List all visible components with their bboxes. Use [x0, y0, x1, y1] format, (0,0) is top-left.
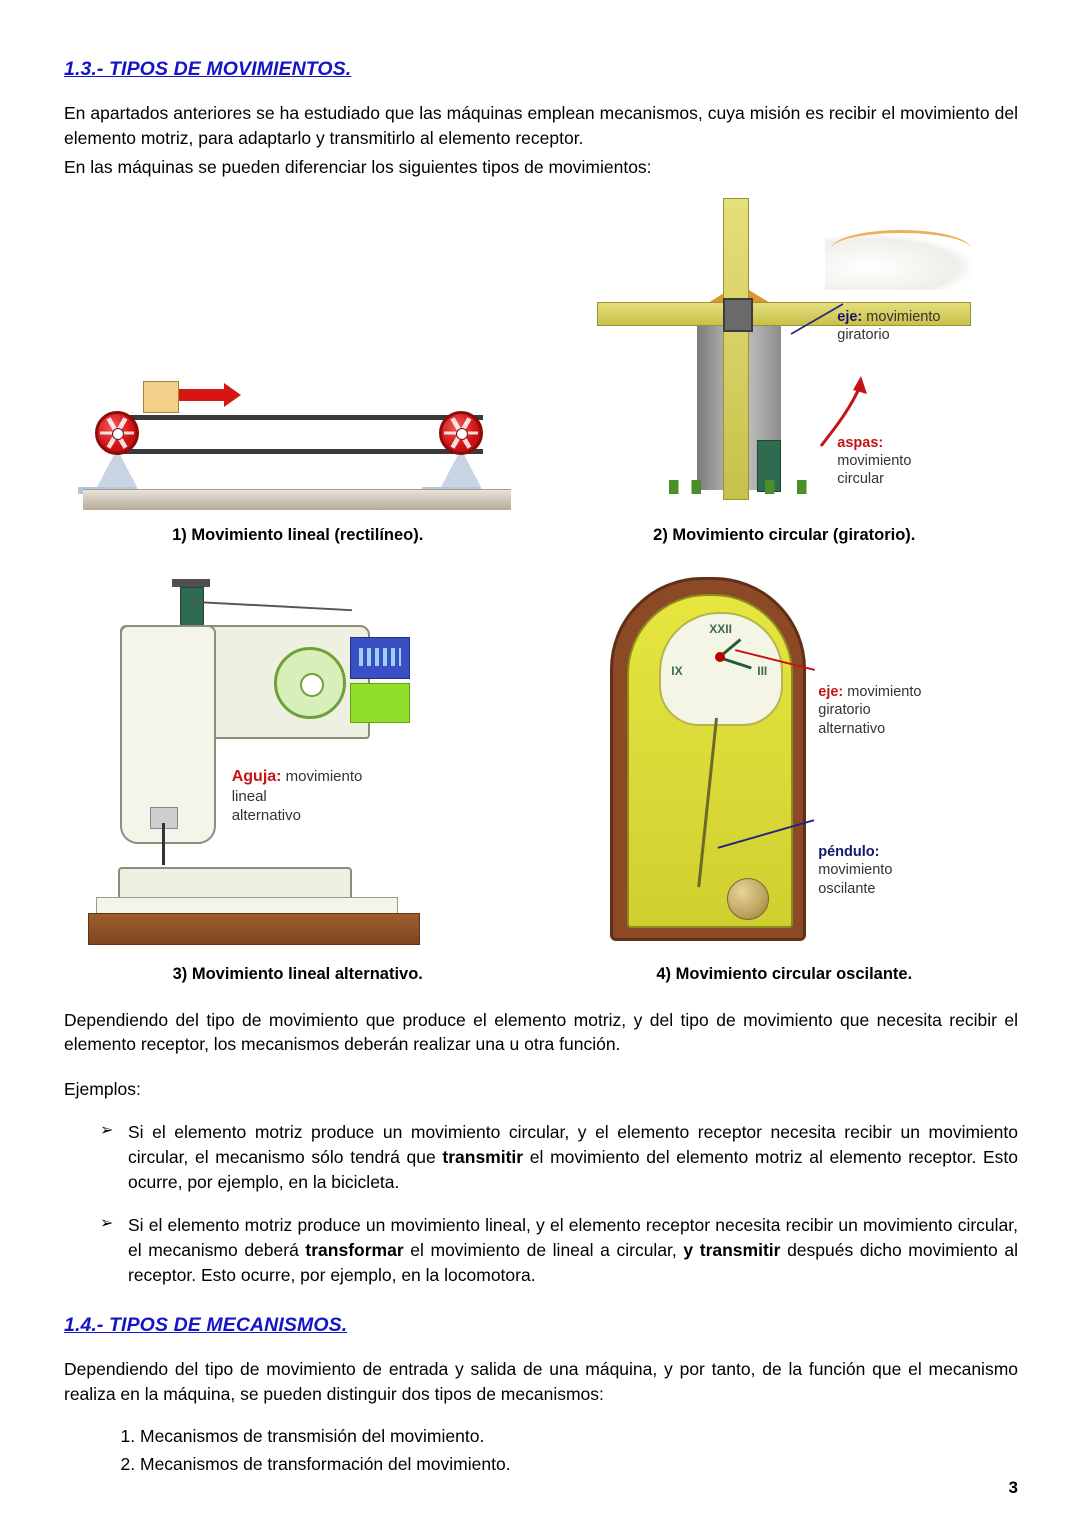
figure-row-bottom: [64, 571, 1018, 984]
windmill-illustration: [589, 202, 979, 512]
ground-surface: [83, 489, 511, 510]
section-heading-1-3: 1.3.- TIPOS DE MOVIMIENTOS.: [64, 58, 352, 80]
list-item: 1. Mecanismos de transmisión del movimiento.: [140, 1423, 1018, 1449]
clock-inner-panel: [627, 594, 793, 928]
page-number: 3: [1008, 1478, 1018, 1497]
clock-face: [659, 612, 783, 726]
intro-paragraph-2: En las máquinas se pueden diferenciar los siguientes tipos de movimientos:: [64, 156, 652, 177]
conveyor-package: [143, 381, 179, 413]
bullet-arrow-icon: ➢: [100, 1215, 114, 1233]
belt-bottom: [111, 449, 483, 454]
bullet-text-part2: el movimiento del elemento motriz al elemento receptor. Esto ocurre, por ejemplo, en la bicicleta.: [128, 1147, 1019, 1193]
bullet-text-part1: Si el elemento motriz produce un movimiento circular, y el elemento receptor necesita recibir un movimiento circular, el mecanismo sólo tendrá que: [128, 1122, 1018, 1168]
mechanisms-list: [64, 1423, 1018, 1478]
needle: [162, 823, 165, 865]
windmill-blade-vertical: [723, 198, 749, 500]
figure-row-top: [64, 202, 1018, 545]
belt-pulley-left: [95, 411, 139, 455]
bullet-bold-transmitir: transmitir: [442, 1147, 524, 1168]
belt-stand-left: [96, 449, 138, 489]
bullet-text-part2: el movimiento de lineal a circular,: [403, 1240, 684, 1261]
pendulum-rod: [698, 717, 719, 886]
dependency-paragraph: Dependiendo del tipo de movimiento que produce el elemento motriz, y del tipo de movimiento que necesita recibir el elemento receptor, los mecanismos deberán realizar una u otra función.: [64, 1009, 1018, 1055]
bullet-bold-transmitir: y transmitir: [683, 1240, 781, 1261]
needle-label-line2: lineal: [231, 788, 267, 805]
wooden-table: [88, 913, 420, 945]
needle-label-line1: movimiento: [285, 767, 363, 785]
after-figures-block: [64, 1008, 1018, 1289]
pendulum-clock-figure: [551, 571, 1018, 984]
examples-label: Ejemplos:: [64, 1079, 141, 1100]
blades-label-title: aspas:: [837, 434, 884, 451]
bullet-text-part3: después dicho movimiento al receptor. Esto ocurre, por ejemplo, en la locomotora.: [128, 1240, 1018, 1286]
belt-stand-right: [440, 449, 482, 489]
axis-label-line1: movimiento: [847, 683, 922, 700]
list-item: [64, 1120, 1018, 1195]
figure-caption: 2) Movimiento circular (giratorio).: [653, 525, 916, 544]
sewing-machine-illustration: [88, 571, 508, 951]
blades-label-line2: circular: [837, 470, 884, 487]
axis-label-title: eje:: [837, 308, 863, 325]
figure-caption: 4) Movimiento circular oscilante.: [656, 964, 913, 983]
needle-label-title: Aguja:: [231, 767, 282, 785]
pendulum-label-title: péndulo:: [818, 843, 880, 860]
pulley-spokes-icon: [100, 416, 134, 450]
clock-numeral-left: IX: [671, 663, 683, 678]
conveyor-belt-illustration: [83, 337, 513, 512]
pendulum-clock-illustration: [584, 571, 984, 951]
pendulum-label-line1: movimiento: [818, 862, 893, 879]
conveyor-belt-figure: [64, 337, 531, 545]
mechanisms-paragraph: Dependiendo del tipo de movimiento de entrada y salida de una máquina, y por tanto, de la función que el mecanismo realiza en la máquina, se pueden distinguir dos tipos de mecanismos:: [64, 1359, 1018, 1404]
blue-panel: [350, 637, 410, 679]
windmill-figure: [551, 202, 1018, 545]
belt-pulley-right: [439, 411, 483, 455]
windmill-axis-label: [837, 308, 940, 344]
sewing-machine-figure: [64, 571, 531, 984]
clock-pivot: [715, 652, 725, 662]
section-heading-1-4: 1.4.- TIPOS DE MECANISMOS.: [64, 1314, 348, 1337]
needle-motion-label: [232, 767, 363, 826]
pendulum-label-line2: oscilante: [818, 880, 876, 897]
belt-top: [111, 415, 483, 420]
figure-caption: 3) Movimiento lineal alternativo.: [172, 964, 423, 983]
green-panel: [350, 683, 410, 723]
windmill-hub: [723, 298, 753, 332]
clock-case: [610, 577, 806, 941]
clock-numeral-right: III: [757, 663, 768, 678]
pendulum-bob: [727, 878, 769, 920]
clock-pendulum-label: [818, 843, 892, 899]
axis-label-title: eje:: [818, 683, 844, 700]
axis-label-line2: giratorio: [837, 326, 890, 343]
figure-caption: 1) Movimiento lineal (rectilíneo).: [172, 525, 424, 544]
intro-paragraph-1: En apartados anteriores se ha estudiado que las máquinas emplean mecanismos, cuya misión es recibir el movimiento del elemento motriz, para adaptarlo y transmitirlo al elemento receptor.: [64, 103, 1018, 148]
stitch-selector-dial: [274, 647, 346, 719]
list-item: 2. Mecanismos de transformación del movimiento.: [140, 1451, 1018, 1477]
thread-spool: [180, 587, 204, 627]
list-item: [64, 1213, 1018, 1288]
direction-arrow-icon: [179, 389, 225, 401]
clock-axis-label: [818, 683, 921, 739]
blades-label-line1: movimiento: [837, 452, 912, 469]
machine-bed: [118, 867, 352, 901]
bullet-text-part1: Si el elemento motriz produce un movimiento lineal, y el elemento receptor necesita recibir un movimiento circular, el mecanismo deberá: [128, 1215, 1018, 1261]
examples-list: [64, 1120, 1018, 1288]
axis-label-line1: movimiento: [866, 308, 941, 325]
thread-line: [192, 600, 352, 610]
spool-pin: [172, 579, 210, 587]
axis-label-line2: giratorio: [818, 702, 871, 719]
pulley-spokes-icon: [444, 416, 478, 450]
grass-tufts: [669, 480, 829, 494]
figures-block: [64, 202, 1018, 984]
bullet-bold-transformar: transformar: [305, 1240, 404, 1261]
cloud-highlight: [831, 230, 971, 249]
clock-numeral-top: XXII: [709, 621, 732, 636]
axis-label-line3: alternativo: [818, 720, 886, 737]
needle-label-line3: alternativo: [231, 807, 301, 825]
bullet-arrow-icon: ➢: [100, 1122, 114, 1140]
windmill-blades-label: [837, 434, 911, 488]
